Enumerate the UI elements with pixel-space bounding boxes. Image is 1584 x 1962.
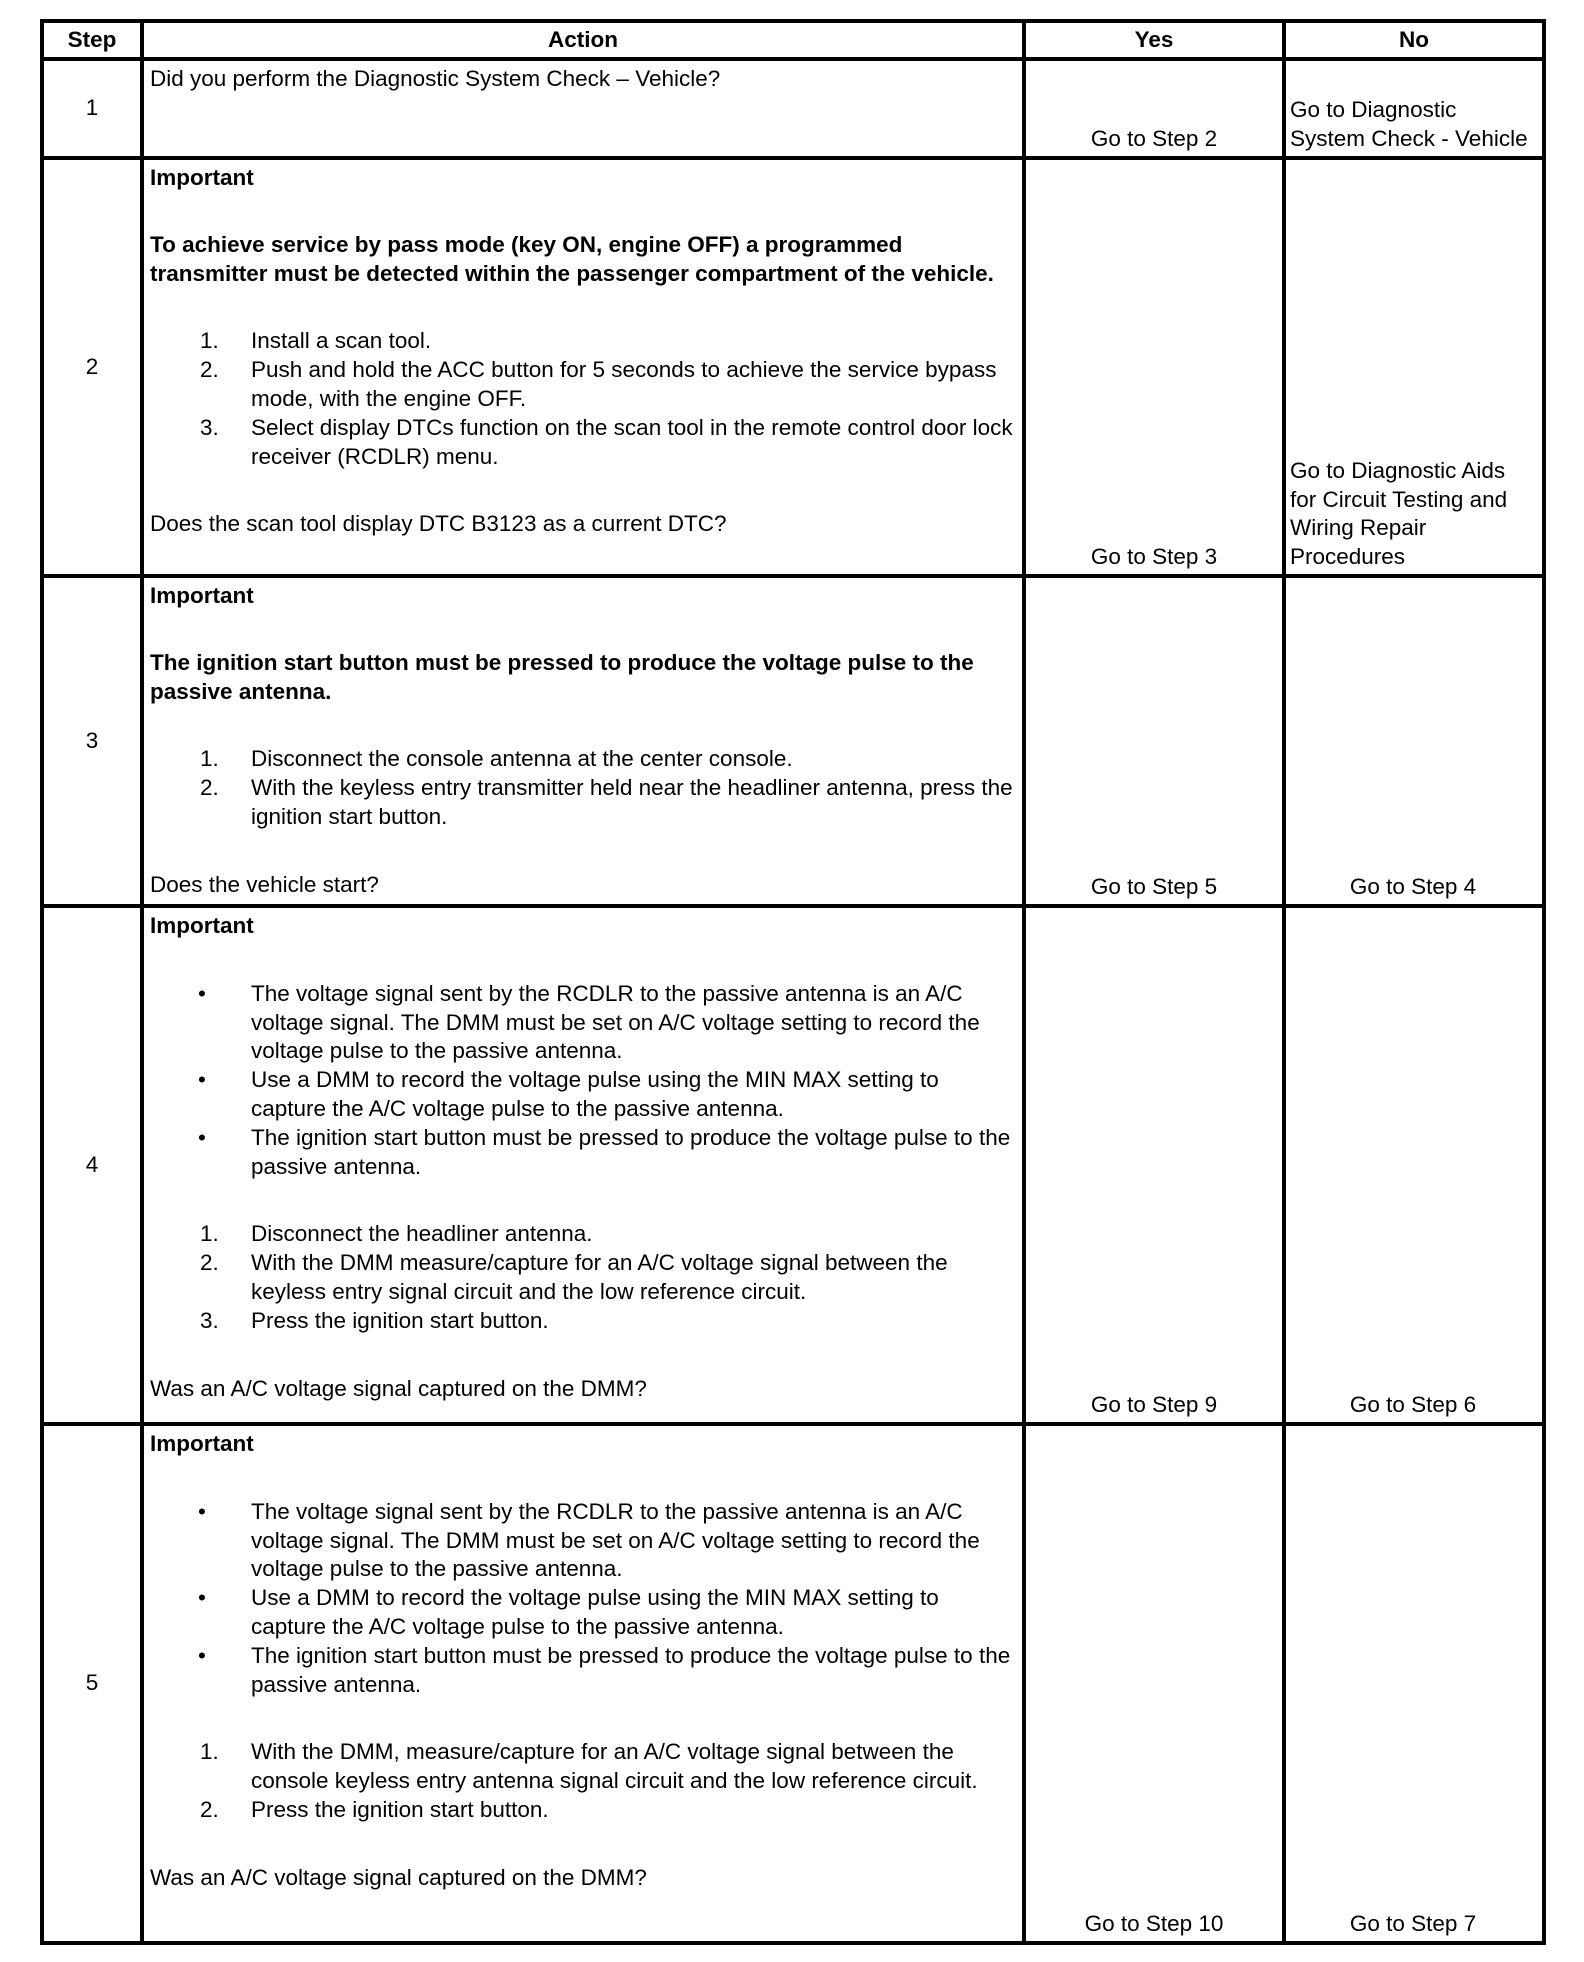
header-action: Action	[142, 21, 1024, 59]
no-link[interactable]: Go to Diagnostic System Check - Vehicle	[1284, 59, 1544, 158]
procedure-step	[150, 745, 1016, 774]
important-heading: Important	[150, 583, 254, 608]
bullet-text: The voltage signal sent by the RCDLR to the passive antenna is an A/C voltage signal. The DMM must be set on A/C voltage setting to record the voltage pulse to the passive antenna.	[251, 1498, 980, 1582]
bullet-icon: •	[198, 1498, 206, 1524]
step-number: 5	[42, 1424, 142, 1943]
action-cell	[142, 576, 1024, 906]
important-note: The ignition start button must be pressed to produce the voltage pulse to the passive antenna.	[150, 649, 974, 704]
bullet-icon: •	[198, 1585, 206, 1611]
step-text: Disconnect the headliner antenna.	[251, 1221, 593, 1247]
step-text: Disconnect the console antenna at the center console.	[251, 746, 793, 772]
diagnostic-table	[40, 19, 1546, 1945]
procedure-list	[150, 1738, 1016, 1824]
step-text: Select display DTCs function on the scan tool in the remote control door lock receiver (RCDLR) menu.	[251, 414, 1013, 469]
step-marker: 1.	[200, 746, 219, 772]
step-marker: 3.	[200, 1307, 219, 1333]
bullet-text: The ignition start button must be pressed to produce the voltage pulse to the passive antenna.	[251, 1124, 1011, 1179]
table-row	[42, 1424, 1544, 1943]
step-text: With the DMM measure/capture for an A/C voltage signal between the keyless entry signal circuit and the low reference circuit.	[251, 1250, 948, 1304]
step-number: 4	[42, 906, 142, 1424]
step-number: 1	[42, 59, 142, 158]
yes-link[interactable]: Go to Step 2	[1024, 59, 1284, 158]
step-marker: 1.	[200, 1739, 219, 1765]
bullet-item	[150, 1124, 1016, 1182]
procedure-step	[150, 414, 1016, 472]
table-row	[42, 158, 1544, 576]
step-marker: 2.	[200, 1796, 219, 1822]
bullet-item	[150, 980, 1016, 1066]
step-text: With the DMM, measure/capture for an A/C voltage signal between the console keyless entry antenna signal circuit and the low reference circuit.	[251, 1739, 978, 1794]
bullet-icon: •	[198, 1124, 206, 1150]
important-heading: Important	[150, 1431, 254, 1456]
step-marker: 2.	[200, 775, 219, 801]
bullet-text: The voltage signal sent by the RCDLR to the passive antenna is an A/C voltage signal. The DMM must be set on A/C voltage setting to record the voltage pulse to the passive antenna.	[251, 980, 980, 1064]
bullet-item	[150, 1066, 1016, 1124]
table-row	[42, 576, 1544, 906]
no-link[interactable]: Go to Step 6	[1284, 906, 1544, 1424]
question: Does the scan tool display DTC B3123 as a current DTC?	[150, 511, 727, 537]
important-heading: Important	[150, 165, 254, 190]
step-marker: 3.	[200, 414, 219, 440]
action-cell	[142, 59, 1024, 158]
step-text: With the keyless entry transmitter held near the headliner antenna, press the ignition start button.	[251, 775, 1013, 829]
step-text: Press the ignition start button.	[251, 1796, 549, 1822]
bullet-icon: •	[198, 1067, 206, 1093]
important-note: To achieve service by pass mode (key ON, engine OFF) a programmed transmitter must be detected within the passenger compartment of the vehicle.	[150, 231, 994, 286]
procedure-step	[150, 1738, 1016, 1796]
step-marker: 2.	[200, 1250, 219, 1276]
yes-link[interactable]: Go to Step 9	[1024, 906, 1284, 1424]
step-number: 3	[42, 576, 142, 906]
procedure-step	[150, 327, 1016, 356]
bullet-text: The ignition start button must be pressed to produce the voltage pulse to the passive antenna.	[251, 1642, 1011, 1697]
header-yes: Yes	[1024, 21, 1284, 59]
no-link[interactable]: Go to Step 4	[1284, 576, 1544, 906]
bullet-icon: •	[198, 980, 206, 1006]
bullet-icon: •	[198, 1642, 206, 1668]
procedure-step	[150, 1249, 1016, 1307]
step-marker: 1.	[200, 1221, 219, 1247]
procedure-list	[150, 745, 1016, 831]
question: Was an A/C voltage signal captured on the DMM?	[150, 1375, 647, 1401]
step-number: 2	[42, 158, 142, 576]
table-row	[42, 906, 1544, 1424]
table-row	[42, 59, 1544, 158]
step-text: Install a scan tool.	[251, 328, 432, 354]
yes-link[interactable]: Go to Step 3	[1024, 158, 1284, 576]
procedure-step	[150, 774, 1016, 832]
question: Was an A/C voltage signal captured on the DMM?	[150, 1864, 647, 1890]
procedure-list	[150, 327, 1016, 471]
step-text: Push and hold the ACC button for 5 seconds to achieve the service bypass mode, with the engine OFF.	[251, 357, 997, 411]
procedure-step	[150, 1796, 1016, 1825]
action-cell	[142, 158, 1024, 576]
bullet-item	[150, 1642, 1016, 1700]
important-heading: Important	[150, 913, 254, 938]
procedure-step	[150, 1307, 1016, 1336]
important-bullets	[150, 980, 1016, 1182]
action-cell	[142, 1424, 1024, 1943]
procedure-step	[150, 1220, 1016, 1249]
step-marker: 1.	[200, 328, 219, 354]
bullet-text: Use a DMM to record the voltage pulse using the MIN MAX setting to capture the A/C voltage pulse to the passive antenna.	[251, 1067, 939, 1121]
no-link[interactable]: Go to Diagnostic Aids for Circuit Testing and Wiring Repair Procedures	[1284, 158, 1544, 576]
no-link[interactable]: Go to Step 7	[1284, 1424, 1544, 1943]
procedure-list	[150, 1220, 1016, 1335]
step-marker: 2.	[200, 357, 219, 383]
action-cell	[142, 906, 1024, 1424]
question: Did you perform the Diagnostic System Check – Vehicle?	[150, 66, 721, 91]
step-text: Press the ignition start button.	[251, 1307, 549, 1333]
bullet-text: Use a DMM to record the voltage pulse using the MIN MAX setting to capture the A/C voltage pulse to the passive antenna.	[251, 1585, 939, 1639]
yes-link[interactable]: Go to Step 10	[1024, 1424, 1284, 1943]
procedure-step	[150, 356, 1016, 414]
bullet-item	[150, 1498, 1016, 1584]
yes-link[interactable]: Go to Step 5	[1024, 576, 1284, 906]
header-no: No	[1284, 21, 1544, 59]
important-bullets	[150, 1498, 1016, 1700]
header-row	[42, 21, 1544, 59]
bullet-item	[150, 1584, 1016, 1642]
header-step: Step	[42, 21, 142, 59]
question: Does the vehicle start?	[150, 871, 379, 897]
